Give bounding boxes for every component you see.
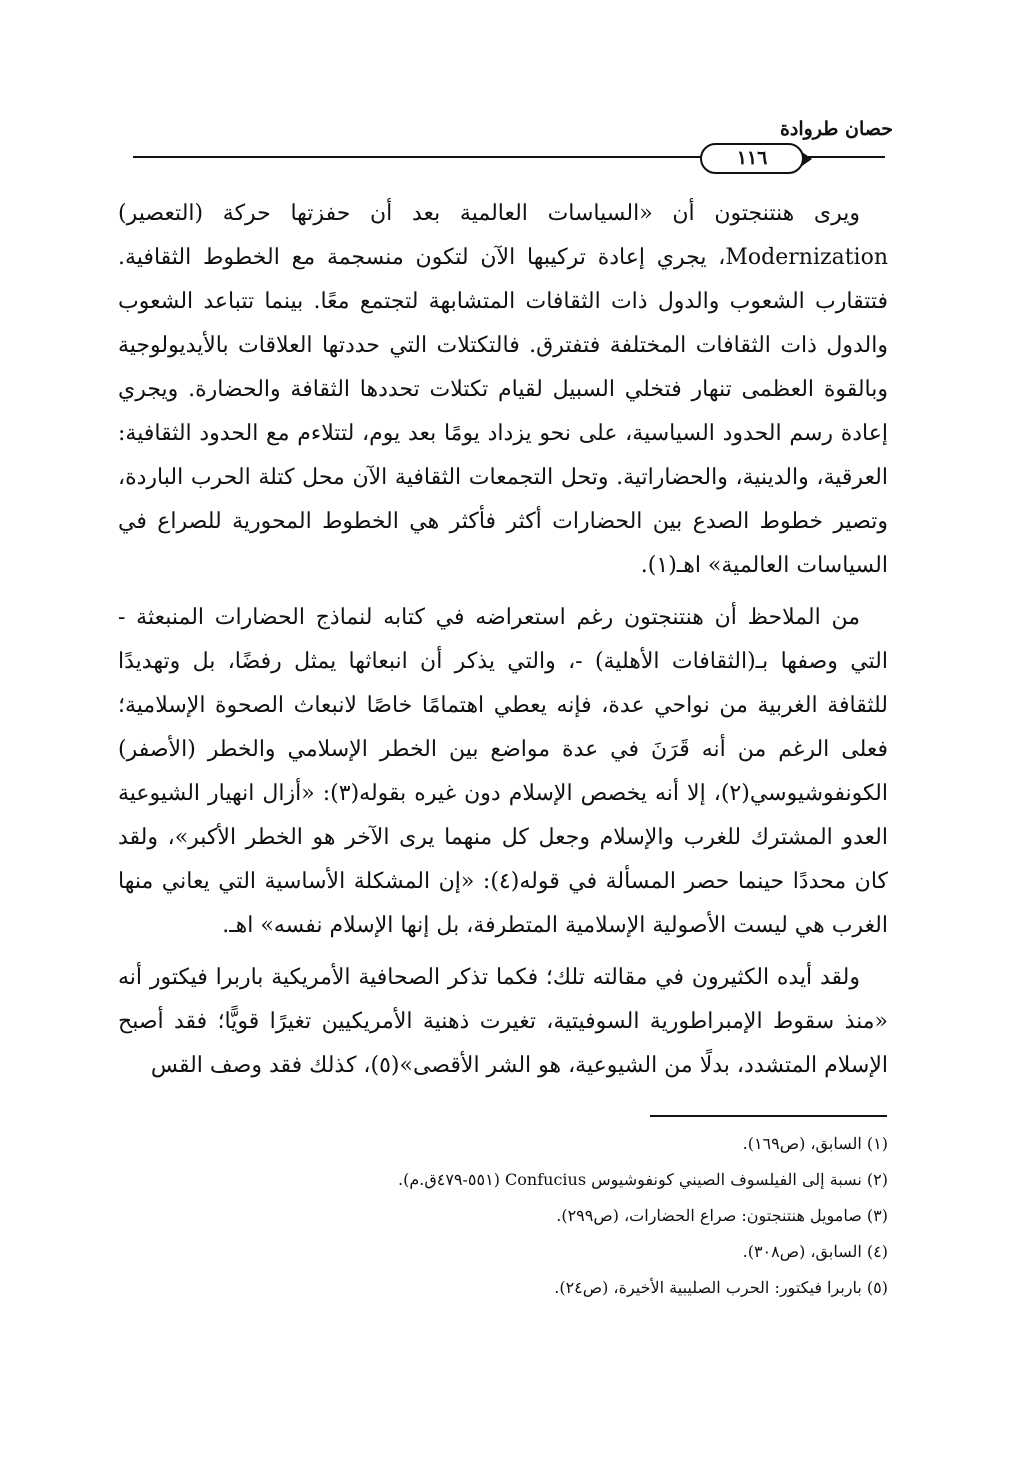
footnotes-list [148, 1126, 888, 1306]
page-number-badge: ١١٦ [700, 143, 804, 174]
footnote: (٥) باربرا فيكتور: الحرب الصليبية الأخيرة، (ص٢٤). [554, 1278, 888, 1297]
footnote-rule [650, 1115, 887, 1117]
footnote: (١) السابق، (ص١٦٩). [742, 1134, 888, 1153]
body-text [118, 192, 888, 1088]
paragraph: ولقد أيده الكثيرون في مقالته تلك؛ فكما تذكر الصحافية الأمريكية باربرا فيكتور أنه «منذ سقوط الإمبراطورية السوفيتية، تغيرت ذهنية الأمريكيين تغيرًا قويًّا؛ فقد أصبح الإسلام المتشدد، بدلًا من الشيوعية، هو الشر الأقصى»(٥)، كذلك فقد وصف القس [118, 965, 888, 1078]
running-title: حصان طروادة [779, 118, 893, 140]
paragraph: من الملاحظ أن هنتنجتون رغم استعراضه في كتابه لنماذج الحضارات المنبعثة - التي وصفها بـ(الثقافات الأهلية) -، والتي يذكر أن انبعاثها يمثل رفضًا، بل وتهديدًا للثقافة الغربية من نواحي عدة، فإنه يعطي اهتمامًا خاصًا لانبعاث الصحوة الإسلامية؛ فعلى الرغم من أنه قَرَنَ في عدة مواضع بين الخطر الإسلامي والخطر (الأصفر) الكونفوشيوسي(٢)، إلا أنه يخصص الإسلام دون غيره بقوله(٣): «أزال انهيار الشيوعية العدو المشترك للغرب والإسلام وجعل كل منهما يرى الآخر هو الخطر الأكبر»، ولقد كان محددًا حينما حصر المسألة في قوله(٤): «إن المشكلة الأساسية التي يعاني منها الغرب هي ليست الأصولية الإسلامية المتطرفة، بل إنها الإسلام نفسه» اهـ. [118, 605, 888, 938]
footnote: (٣) صامويل هنتنجتون: صراع الحضارات، (ص٢٩٩). [556, 1206, 888, 1225]
footnote: (٢) نسبة إلى الفيلسوف الصيني كونفوشيوس Confucius (٥٥١-٤٧٩ق.م). [398, 1170, 888, 1189]
paragraph: ويرى هنتنجتون أن «السياسات العالمية بعد أن حفزتها حركة (التعصير) Modernization، يجري إعادة تركيبها الآن لتكون منسجمة مع الخطوط الثقافية. فتتقارب الشعوب والدول ذات الثقافات المتشابهة لتجتمع معًا. بينما تتباعد الشعوب والدول ذات الثقافات المختلفة فتفترق. فالتكتلات التي حددتها العلاقات بالأيديولوجية وبالقوة العظمى تنهار فتخلي السبيل لقيام تكتلات تحددها الثقافة والحضارة. ويجري إعادة رسم الحدود السياسية، على نحو يزداد يومًا بعد يوم، لتتلاءم مع الحدود الثقافية: العرقية، والدينية، والحضاراتية. وتحل التجمعات الثقافية الآن محل كتلة الحرب الباردة، وتصير خطوط الصدع بين الحضارات أكثر فأكثر هي الخطوط المحورية للصراع في السياسات العالمية» اهـ(١). [118, 201, 888, 578]
footnote: (٤) السابق، (ص٣٠٨). [742, 1242, 888, 1261]
